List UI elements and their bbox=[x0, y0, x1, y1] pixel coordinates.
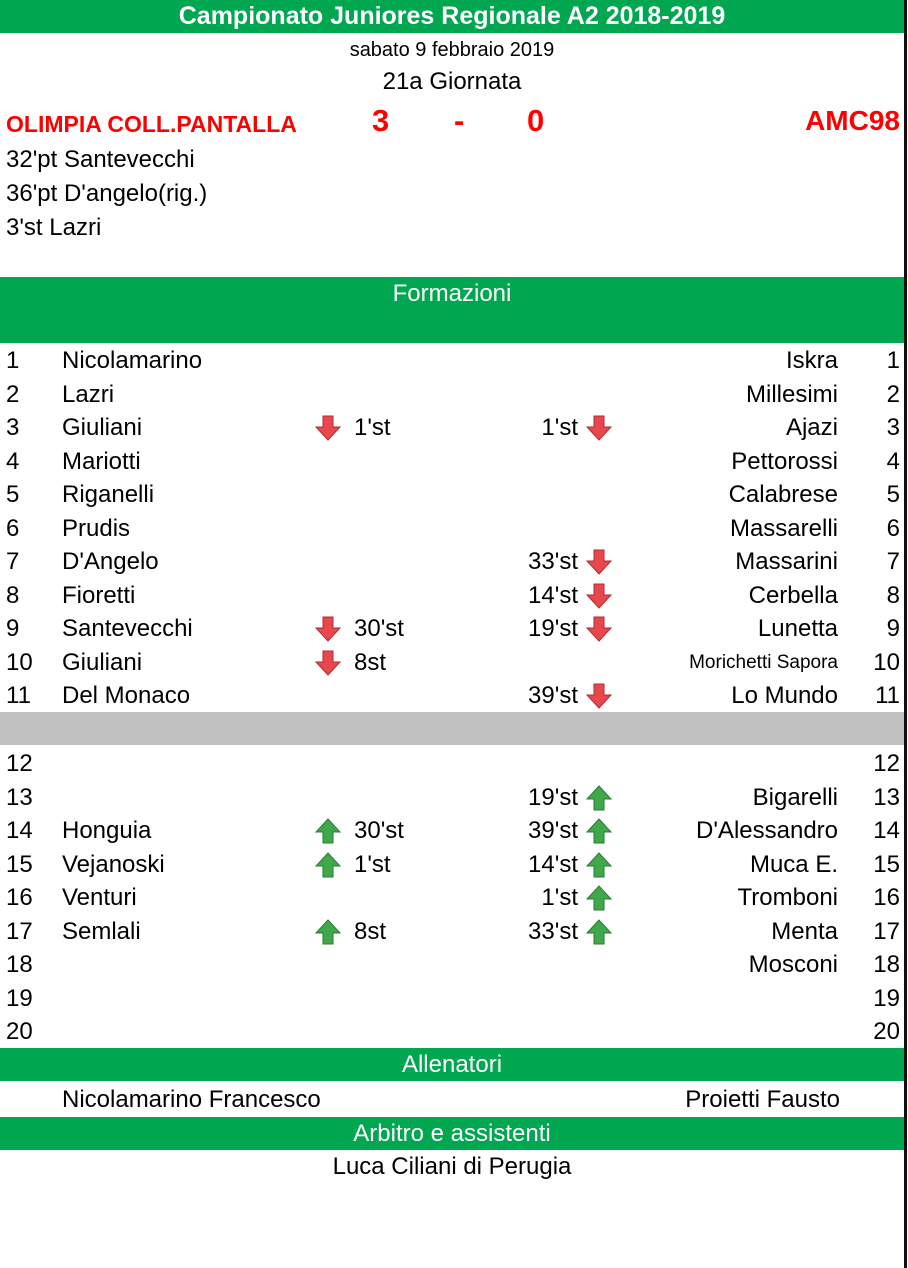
player-row bbox=[0, 612, 904, 645]
green-up-arrow-icon bbox=[585, 818, 613, 844]
formazioni-subheader bbox=[0, 310, 904, 343]
away-sub-time: 14'st bbox=[528, 581, 578, 609]
player-row bbox=[0, 781, 904, 814]
home-shirt-number: 10 bbox=[6, 648, 33, 676]
goal-3: 3'st Lazri bbox=[6, 214, 102, 241]
away-shirt-number: 11 bbox=[875, 682, 900, 709]
away-shirt-number: 2 bbox=[886, 380, 900, 408]
player-row bbox=[0, 378, 904, 411]
away-shirt-number: 9 bbox=[886, 615, 900, 642]
player-row bbox=[0, 579, 904, 612]
away-sub-time: 1'st bbox=[541, 884, 578, 911]
away-sub-time: 33'st bbox=[528, 548, 578, 575]
bench-separator bbox=[0, 712, 904, 745]
away-shirt-number: 10 bbox=[873, 648, 900, 676]
right-border bbox=[904, 0, 907, 1268]
green-up-arrow-icon bbox=[314, 919, 342, 945]
home-shirt-number: 8 bbox=[6, 581, 20, 609]
goal-1: 32'pt Santevecchi bbox=[6, 146, 195, 173]
away-shirt-number: 5 bbox=[886, 481, 900, 508]
red-down-arrow-icon bbox=[585, 583, 613, 609]
home-player: Giuliani bbox=[62, 648, 143, 676]
away-sub-time: 39'st bbox=[528, 682, 578, 709]
home-shirt-number: 6 bbox=[6, 514, 20, 542]
player-row bbox=[0, 512, 904, 545]
home-shirt-number: 3 bbox=[6, 414, 20, 441]
away-shirt-number: 3 bbox=[886, 414, 900, 441]
player-row bbox=[0, 948, 904, 981]
player-row bbox=[0, 445, 904, 478]
home-coach: Nicolamarino Francesco bbox=[62, 1086, 321, 1113]
home-shirt-number: 7 bbox=[6, 548, 20, 575]
away-shirt-number: 1 bbox=[886, 347, 900, 374]
green-up-arrow-icon bbox=[585, 785, 613, 811]
goal-2: 36'pt D'angelo(rig.) bbox=[6, 180, 208, 207]
away-sub-time: 33'st bbox=[528, 917, 578, 945]
player-row bbox=[0, 545, 904, 578]
home-shirt-number: 13 bbox=[6, 783, 33, 811]
red-down-arrow-icon bbox=[585, 683, 613, 709]
allenatori-header: Allenatori bbox=[0, 1048, 904, 1081]
green-up-arrow-icon bbox=[314, 852, 342, 878]
home-shirt-number: 12 bbox=[6, 750, 33, 777]
home-score: 3 bbox=[372, 103, 390, 138]
player-row bbox=[0, 679, 904, 712]
score-separator: - bbox=[454, 103, 465, 138]
home-player: Semlali bbox=[62, 917, 141, 945]
away-sub-time: 1'st bbox=[541, 414, 578, 441]
home-player: Santevecchi bbox=[62, 615, 193, 642]
away-player: Morichetti Sapora bbox=[689, 651, 838, 673]
away-shirt-number: 15 bbox=[873, 850, 900, 878]
away-player: Ajazi bbox=[785, 414, 838, 441]
home-shirt-number: 17 bbox=[6, 917, 33, 945]
player-row bbox=[0, 646, 904, 679]
home-shirt-number: 15 bbox=[6, 850, 33, 878]
player-row bbox=[0, 478, 904, 511]
formazioni-header: Formazioni bbox=[0, 277, 904, 310]
away-shirt-number: 20 bbox=[873, 1018, 900, 1045]
home-shirt-number: 20 bbox=[6, 1018, 33, 1045]
away-shirt-number: 12 bbox=[873, 750, 900, 777]
home-team: OLIMPIA COLL.PANTALLA bbox=[6, 111, 297, 137]
away-player: Massarini bbox=[735, 548, 838, 575]
player-row bbox=[0, 814, 904, 847]
away-player: Muca E. bbox=[749, 850, 838, 878]
away-player: Lunetta bbox=[757, 615, 838, 642]
red-down-arrow-icon bbox=[585, 616, 613, 642]
away-player: Pettorossi bbox=[731, 447, 838, 475]
away-sub-time: 14'st bbox=[528, 850, 578, 878]
player-row bbox=[0, 1015, 904, 1048]
away-shirt-number: 8 bbox=[886, 581, 900, 609]
away-shirt-number: 19 bbox=[873, 984, 900, 1012]
red-down-arrow-icon bbox=[314, 415, 342, 441]
away-player: Menta bbox=[771, 917, 838, 945]
home-player: Fioretti bbox=[62, 581, 136, 609]
away-player: Tromboni bbox=[737, 884, 838, 911]
home-player: Honguia bbox=[62, 817, 152, 844]
player-row bbox=[0, 344, 904, 377]
home-player: Prudis bbox=[62, 514, 131, 542]
away-team: AMC98 bbox=[805, 105, 900, 136]
home-player: Vejanoski bbox=[62, 850, 165, 878]
away-player: D'Alessandro bbox=[696, 817, 838, 844]
home-sub-time: 30'st bbox=[354, 817, 404, 844]
away-shirt-number: 4 bbox=[886, 447, 900, 475]
away-shirt-number: 14 bbox=[873, 817, 900, 844]
home-shirt-number: 5 bbox=[6, 481, 20, 508]
away-player: Massarelli bbox=[729, 514, 838, 542]
away-shirt-number: 13 bbox=[873, 783, 900, 811]
arbitro-header: Arbitro e assistenti bbox=[0, 1117, 904, 1150]
home-shirt-number: 16 bbox=[6, 884, 33, 911]
home-shirt-number: 18 bbox=[6, 951, 33, 978]
away-sub-time: 19'st bbox=[528, 783, 578, 811]
championship-title: Campionato Juniores Regionale A2 2018-2019 bbox=[0, 0, 904, 33]
home-shirt-number: 11 bbox=[6, 682, 31, 709]
away-coach: Proietti Fausto bbox=[685, 1086, 840, 1113]
away-score: 0 bbox=[527, 103, 545, 138]
home-shirt-number: 2 bbox=[6, 380, 20, 408]
home-sub-time: 8st bbox=[354, 648, 387, 676]
match-date: sabato 9 febbraio 2019 bbox=[349, 39, 555, 61]
green-up-arrow-icon bbox=[585, 919, 613, 945]
green-up-arrow-icon bbox=[314, 818, 342, 844]
home-shirt-number: 4 bbox=[6, 447, 20, 475]
round-label: 21a Giornata bbox=[382, 68, 522, 95]
player-row bbox=[0, 881, 904, 914]
away-shirt-number: 7 bbox=[886, 548, 900, 575]
player-row bbox=[0, 915, 904, 948]
home-shirt-number: 1 bbox=[6, 347, 20, 374]
green-up-arrow-icon bbox=[585, 885, 613, 911]
away-player: Bigarelli bbox=[752, 783, 838, 811]
home-player: Giuliani bbox=[62, 414, 143, 441]
away-player: Mosconi bbox=[748, 951, 838, 978]
away-player: Lo Mundo bbox=[731, 682, 838, 709]
home-shirt-number: 14 bbox=[6, 817, 33, 844]
away-player: Millesimi bbox=[746, 380, 838, 408]
red-down-arrow-icon bbox=[585, 415, 613, 441]
away-player: Calabrese bbox=[728, 481, 838, 508]
away-shirt-number: 6 bbox=[886, 514, 900, 542]
away-shirt-number: 16 bbox=[873, 884, 900, 911]
home-player: Riganelli bbox=[62, 481, 155, 508]
player-row bbox=[0, 848, 904, 881]
red-down-arrow-icon bbox=[314, 616, 342, 642]
away-shirt-number: 17 bbox=[873, 917, 900, 945]
home-sub-time: 8st bbox=[354, 917, 387, 945]
red-down-arrow-icon bbox=[585, 549, 613, 575]
player-row bbox=[0, 982, 904, 1015]
player-row bbox=[0, 411, 904, 444]
home-player: D'Angelo bbox=[62, 548, 159, 575]
home-sub-time: 1'st bbox=[354, 414, 391, 441]
away-player: Iskra bbox=[785, 347, 838, 374]
away-player: Cerbella bbox=[748, 581, 838, 609]
home-player: Del Monaco bbox=[62, 682, 191, 709]
away-sub-time: 19'st bbox=[528, 615, 578, 642]
referee: Luca Ciliani di Perugia bbox=[332, 1153, 572, 1180]
home-shirt-number: 19 bbox=[6, 984, 33, 1012]
home-player: Lazri bbox=[62, 380, 115, 408]
home-sub-time: 1'st bbox=[354, 850, 391, 878]
home-sub-time: 30'st bbox=[354, 615, 404, 642]
red-down-arrow-icon bbox=[314, 650, 342, 676]
home-player: Venturi bbox=[62, 884, 137, 911]
away-shirt-number: 18 bbox=[873, 951, 900, 978]
player-row bbox=[0, 747, 904, 780]
away-sub-time: 39'st bbox=[528, 817, 578, 844]
home-player: Nicolamarino bbox=[62, 347, 203, 374]
home-shirt-number: 9 bbox=[6, 615, 20, 642]
green-up-arrow-icon bbox=[585, 852, 613, 878]
home-player: Mariotti bbox=[62, 447, 141, 475]
